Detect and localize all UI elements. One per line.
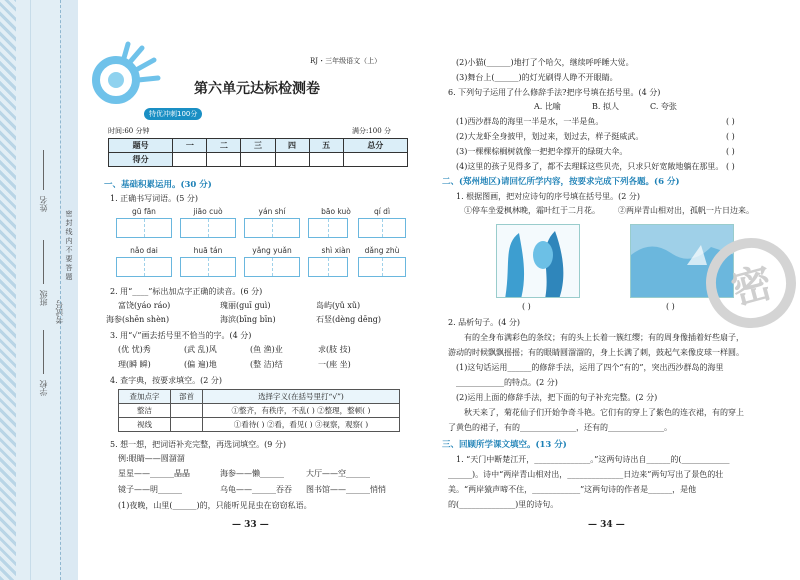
word-fill: 大厅——空______: [306, 469, 370, 478]
poem-1: ①停车坐爱枫林晚，霜叶红于二月花。: [464, 206, 600, 215]
score-col: 题号: [109, 139, 173, 153]
seam-line: [30, 0, 31, 580]
section-1-title: 一、基础积累运用。(30 分): [104, 180, 212, 190]
slogan-badge: 特优冲刺100分: [144, 108, 202, 120]
word-fill: 海参——懒______: [220, 469, 284, 478]
q1-text: 1. 正确书写词语。(5 分): [110, 194, 199, 203]
dict-cell: 视线: [119, 418, 171, 432]
q6-item: (4)这里的孩子见得多了，都不去理睬这些贝壳，只求只好宽敞地躺在那里。: [456, 162, 724, 171]
full-score: 满分:100 分: [352, 127, 391, 135]
writing-grid[interactable]: [358, 218, 406, 238]
char-choice: (鱼 渔)业: [250, 345, 283, 354]
class-label: 班级: [39, 290, 48, 306]
score-cell[interactable]: [173, 153, 207, 167]
dict-cell[interactable]: [170, 404, 202, 418]
seal-stamp-icon: 密: [696, 228, 800, 338]
q5-sentence-3: (3)舞台上(______)的灯光刷得人睁不开眼睛。: [456, 73, 618, 82]
q5-example: 例:眼睛——圆溜溜: [118, 454, 185, 463]
reading-item: 富饶(yáo ráo): [118, 301, 171, 310]
char-choice: 理(瞬 瞬): [118, 360, 151, 369]
q4-text: 4. 查字典，按要求填空。(2 分): [110, 376, 223, 385]
s2-q2-2: (2)运用上面的修辞手法，把下面的句子补充完整。(2 分): [456, 393, 658, 402]
writing-grid[interactable]: [116, 257, 172, 277]
dictionary-table: [118, 389, 400, 432]
writing-grid[interactable]: [244, 257, 300, 277]
q6-item: (1)西沙群岛的海里一半是水，一半是鱼。: [456, 117, 604, 126]
pinyin: huā tán: [193, 246, 223, 255]
poem-2: ②两岸青山相对出，孤帆一片日边来。: [618, 206, 754, 215]
reading-item: 海滨(bīng bīn): [220, 315, 276, 324]
pinyin: shì xiàn: [321, 246, 351, 255]
writing-grid[interactable]: [180, 257, 236, 277]
page-title: 第六单元达标检测卷: [194, 81, 320, 97]
score-cell[interactable]: [207, 153, 241, 167]
dict-header: 部首: [170, 390, 202, 404]
seal-notice: 密封线内不要答题: [65, 210, 73, 282]
reading-item: 石竖(dèng dēng): [316, 315, 382, 324]
passage-line: 秋天来了，菊花仙子们开始争奇斗艳。它们有的穿上了紫色的连衣裙，有的穿上: [464, 408, 744, 417]
dict-cell[interactable]: [170, 418, 202, 432]
page-33: [84, 0, 410, 580]
dict-header: 查加点字: [119, 390, 171, 404]
word-fill: 图书馆——______悄悄: [306, 485, 386, 494]
time-limit: 时间:60 分钟: [108, 127, 150, 135]
writing-grid[interactable]: [308, 218, 348, 238]
char-choice: (优 忧)秀: [118, 345, 151, 354]
q5-sentence-2: (2)小猫(______)地打了个哈欠，继续呼呼睡大觉。: [456, 58, 634, 67]
dict-cell: 整洁: [119, 404, 171, 418]
picture-answer[interactable]: ( ): [666, 302, 675, 311]
char-choice: 求(肢 技): [318, 345, 351, 354]
q5-text: 5. 想一想，把词语补充完整，再选词填空。(9 分): [110, 440, 287, 449]
answer-paren[interactable]: ( ): [726, 132, 735, 141]
school-line: [43, 330, 44, 374]
name-label: 姓名: [39, 196, 48, 212]
score-col: 四: [275, 139, 309, 153]
writing-grid[interactable]: [308, 257, 348, 277]
q6-item: (3)一棵棵棕榈树就像一把把伞撑开的绿斑大伞。: [456, 147, 628, 156]
pinyin: yǎng yuǎn: [252, 246, 292, 255]
section-3-title: 三、回顾所学课文填空。(13 分): [442, 440, 567, 450]
score-col: 一: [173, 139, 207, 153]
writing-grid[interactable]: [116, 218, 172, 238]
s3-line: 的(______________)里的诗句。: [448, 500, 559, 509]
name-line: [43, 150, 44, 190]
char-choice: (偏 遍)地: [184, 360, 217, 369]
writing-grid[interactable]: [180, 218, 236, 238]
passage-line: 了黄色的裙子，有的______________，还有的______________。: [448, 423, 672, 432]
q6-text: 6. 下列句子运用了什么修辞手法?把序号填在括号里。(4 分): [448, 88, 661, 97]
q5-sentence-1: (1)夜晚，山里(______)的，只能听见昆虫在窃窃私语。: [118, 501, 312, 510]
answer-paren[interactable]: ( ): [726, 117, 735, 126]
pinyin: nǎo dai: [130, 246, 158, 255]
score-cell[interactable]: [309, 153, 343, 167]
pinyin: jiāo cuò: [193, 207, 223, 216]
word-fill: 乌龟——______吞吞: [220, 485, 292, 494]
side-pattern: [0, 0, 16, 580]
s2-q1: 1. 根据图画，把对应诗句的序号填在括号里。(2 分): [456, 192, 641, 201]
char-choice: (武 乱)风: [184, 345, 217, 354]
s3-line: 1. “天门中断楚江开，______________。”这两句诗出自______的(____________: [456, 455, 730, 464]
option: A. 比喻: [534, 102, 561, 111]
word-fill: 星星——______晶晶: [118, 469, 190, 478]
reading-item: 岛屿(yǔ xǔ): [316, 301, 361, 310]
score-cell[interactable]: [343, 153, 407, 167]
pinyin: qí dì: [373, 207, 391, 216]
s2-q2: 2. 品析句子。(4 分): [448, 318, 521, 327]
pinyin: gū fān: [132, 207, 156, 216]
score-cell[interactable]: [241, 153, 275, 167]
score-col: 总分: [343, 139, 407, 153]
answer-paren[interactable]: ( ): [726, 162, 735, 171]
score-table: [108, 138, 408, 167]
score-col: 五: [309, 139, 343, 153]
score-row-label: 得分: [109, 153, 173, 167]
class-line: [43, 240, 44, 284]
reading-item: 海参(shēn shèn): [106, 315, 170, 324]
writing-grid[interactable]: [244, 218, 300, 238]
page-number: — 34 —: [588, 520, 625, 530]
s3-line: ______)。诗中“两岸青山相对出，______________日边来”两句写出了景色的壮: [448, 470, 724, 479]
dict-cell: ①整齐，有秩序，不乱( ) ②整理，整顿( ): [202, 404, 399, 418]
passage-line: 游动的时候飘飘摇摇；有的眼睛圆溜溜的，身上长满了刺，鼓起气来像皮球一样圆。: [448, 348, 744, 357]
maple-picture: [496, 224, 580, 298]
answer-paren[interactable]: ( ): [726, 147, 735, 156]
q3-text: 3. 用“√”画去括号里不恰当的字。(4 分): [110, 331, 252, 340]
q2-text: 2. 用“____”标出加点字正确的读音。(6 分): [110, 287, 263, 296]
q6-item: (2)大龙虾全身披甲，划过来，划过去，样子挺威武。: [456, 132, 644, 141]
dict-cell: ①看待( ) ②看，看见( ) ③视察，观察( ): [202, 418, 399, 432]
dict-header: 选择字义(在括号里打“√”): [202, 390, 399, 404]
pinyin: bāo kuò: [321, 207, 351, 216]
option: B. 拟人: [592, 102, 619, 111]
section-2-title: 二、(郑州地区)请回忆所学内容，按要求完成下列各题。(6 分): [442, 177, 680, 187]
score-col: 三: [241, 139, 275, 153]
picture-answer[interactable]: ( ): [522, 302, 531, 311]
sunburst-logo: [86, 40, 162, 110]
score-cell[interactable]: [275, 153, 309, 167]
s2-q2-1b: ____________的特点。(2 分): [456, 378, 558, 387]
s2-q2-1: (1)这句话运用______的修辞手法，运用了四个“有的”，突出西沙群岛的海里: [456, 363, 724, 372]
writing-grid[interactable]: [358, 257, 406, 277]
char-choice: (整 洁)结: [250, 360, 283, 369]
seal-strip: [60, 0, 78, 580]
pinyin: dǎng zhù: [364, 246, 400, 255]
reading-item: 瑰丽(guī guì): [220, 301, 271, 310]
score-col: 二: [207, 139, 241, 153]
option: C. 夸张: [650, 102, 677, 111]
page-number: — 33 —: [232, 520, 269, 530]
char-choice: 一(座 坐): [318, 360, 351, 369]
word-fill: 镜子——明______: [118, 485, 182, 494]
s3-line: 美。“两岸猿声啼不住，____________”这两句诗的作者是______，是他: [448, 485, 697, 494]
school-label: 学校: [39, 380, 48, 396]
passage-line: 有的全身布满彩色的条纹；有的头上长着一簇红缨；有的周身像插着好些扇子，: [464, 333, 744, 342]
edition-tag: RJ・三年级语文（上）: [310, 57, 382, 65]
pinyin: yán shí: [258, 207, 286, 216]
exam-no-label: 考试号: [55, 300, 64, 324]
